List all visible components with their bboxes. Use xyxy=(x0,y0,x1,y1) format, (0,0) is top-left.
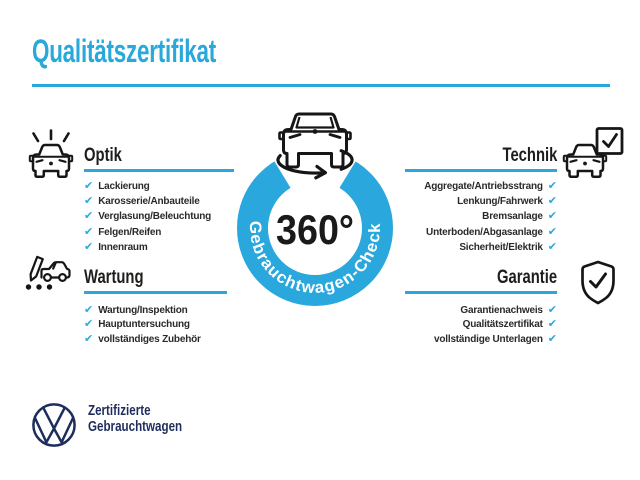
checklist-item xyxy=(459,240,557,255)
check-icon: ✔ xyxy=(547,180,557,193)
checklist-item-label: Bremsanlage xyxy=(482,211,543,223)
car-checkbox-icon xyxy=(560,126,624,178)
checklist-item xyxy=(84,303,201,318)
check-icon: ✔ xyxy=(84,195,94,208)
check-icon: ✔ xyxy=(547,225,557,238)
checklist-wartung xyxy=(84,303,201,347)
checklist-item-label: Innenraum xyxy=(98,241,148,253)
checklist-item-label: Unterboden/Abgasanlage xyxy=(426,226,543,238)
checklist-item xyxy=(84,179,211,194)
check-icon: ✔ xyxy=(547,318,557,331)
vw-logo xyxy=(31,402,77,448)
check-icon: ✔ xyxy=(547,332,557,345)
brand-claim-line2: Gebrauchtwagen xyxy=(88,418,183,435)
checklist-item-label: Lenkung/Fahrwerk xyxy=(457,196,543,208)
title-divider xyxy=(32,84,610,87)
checklist-item-label: Aggregate/Antriebsstrang xyxy=(424,181,543,193)
checklist-item-label: Garantienachweis xyxy=(460,304,543,316)
section-rule-technik xyxy=(405,169,557,172)
check-icon: ✔ xyxy=(84,303,94,316)
checklist-item-label: Lackierung xyxy=(98,181,150,193)
badge-ring-label: Gebrauchtwagen-Check xyxy=(245,220,385,298)
check-icon: ✔ xyxy=(547,195,557,208)
section-rule-optik xyxy=(84,169,234,172)
checklist-item xyxy=(482,209,557,224)
checklist-item xyxy=(84,332,201,347)
checklist-item xyxy=(84,194,211,209)
section-rule-garantie xyxy=(405,291,557,294)
checklist-item xyxy=(424,179,557,194)
checklist-optik xyxy=(84,179,211,255)
checklist-item xyxy=(460,303,557,318)
checklist-item-label: Karosserie/Anbauteile xyxy=(98,196,200,208)
brand-claim xyxy=(88,404,182,435)
checklist-garantie xyxy=(434,303,557,347)
section-title-technik: Technik xyxy=(502,145,557,166)
check-icon: ✔ xyxy=(84,332,94,345)
check-icon: ✔ xyxy=(84,225,94,238)
check-icon: ✔ xyxy=(84,240,94,253)
checklist-item-label: vollständiges Zubehör xyxy=(98,333,201,345)
check-icon: ✔ xyxy=(84,318,94,331)
checklist-item-label: Felgen/Reifen xyxy=(98,226,162,238)
section-rule-wartung xyxy=(84,291,227,294)
section-title-garantie: Garantie xyxy=(496,267,557,288)
shield-check-icon xyxy=(577,259,619,307)
checklist-item xyxy=(463,318,557,333)
checklist-item xyxy=(84,318,201,333)
checklist-item-label: Verglasung/Beleuchtung xyxy=(98,211,212,223)
brand-claim-line1: Zertifizierte xyxy=(88,403,151,419)
checklist-technik xyxy=(424,179,557,255)
checklist-item xyxy=(434,332,557,347)
check-icon: ✔ xyxy=(547,303,557,316)
car-shine-icon xyxy=(23,127,79,179)
checklist-item-label: Wartung/Inspektion xyxy=(98,304,188,316)
section-title-wartung: Wartung xyxy=(84,267,144,288)
checklist-item xyxy=(457,194,557,209)
checklist-item xyxy=(426,225,557,240)
checklist-item-label: Sicherheit/Elektrik xyxy=(459,241,543,253)
page-title: Qualitätszertifikat xyxy=(32,33,216,69)
checklist-item-label: Hauptuntersuchung xyxy=(98,319,190,331)
checklist-item-label: Qualitätszertifikat xyxy=(462,319,543,331)
check-icon: ✔ xyxy=(84,180,94,193)
checklist-item xyxy=(84,240,211,255)
check-icon: ✔ xyxy=(547,240,557,253)
360-check-badge xyxy=(231,100,401,310)
checklist-item-label: vollständige Unterlagen xyxy=(434,333,543,345)
section-title-optik: Optik xyxy=(84,145,122,166)
badge-degrees-label: 360° xyxy=(276,206,354,253)
check-icon: ✔ xyxy=(547,210,557,223)
checklist-item xyxy=(84,225,211,240)
service-pen-car-icon xyxy=(22,253,76,293)
checklist-item xyxy=(84,209,211,224)
check-icon: ✔ xyxy=(84,210,94,223)
